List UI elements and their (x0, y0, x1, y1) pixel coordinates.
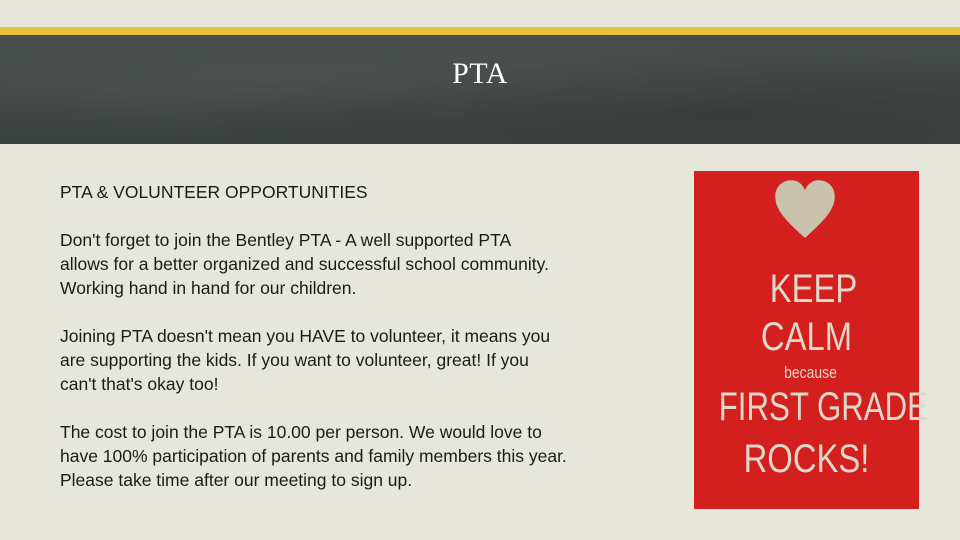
poster-line-first-grade: FIRST GRADE (718, 385, 928, 429)
poster-line-because: because (784, 363, 837, 382)
paragraph-cost: The cost to join the PTA is 10.00 per person. We would love to have 100% participation of parents and family members this year. Please take time after our meeting to sign up. (60, 422, 567, 490)
poster-line-keep: KEEP (769, 267, 858, 311)
poster-line-rocks: ROCKS! (743, 437, 870, 481)
keep-calm-poster (694, 171, 928, 509)
section-heading: PTA & VOLUNTEER OPPORTUNITIES (60, 182, 368, 202)
slide-header (0, 35, 960, 144)
slide-body (60, 180, 660, 516)
paragraph-volunteer: Joining PTA doesn't mean you HAVE to volunteer, it means you are supporting the kids. If you want to volunteer, great! If you can't that's okay too! (60, 326, 551, 394)
slide-title: PTA (452, 57, 508, 90)
accent-bar (0, 27, 960, 35)
poster-line-calm: CALM (760, 315, 853, 359)
paragraph-join: Don't forget to join the Bentley PTA - A well supported PTA allows for a better organized and successful school community. Working hand in hand for our children. (60, 230, 549, 298)
heart-icon (774, 177, 836, 243)
